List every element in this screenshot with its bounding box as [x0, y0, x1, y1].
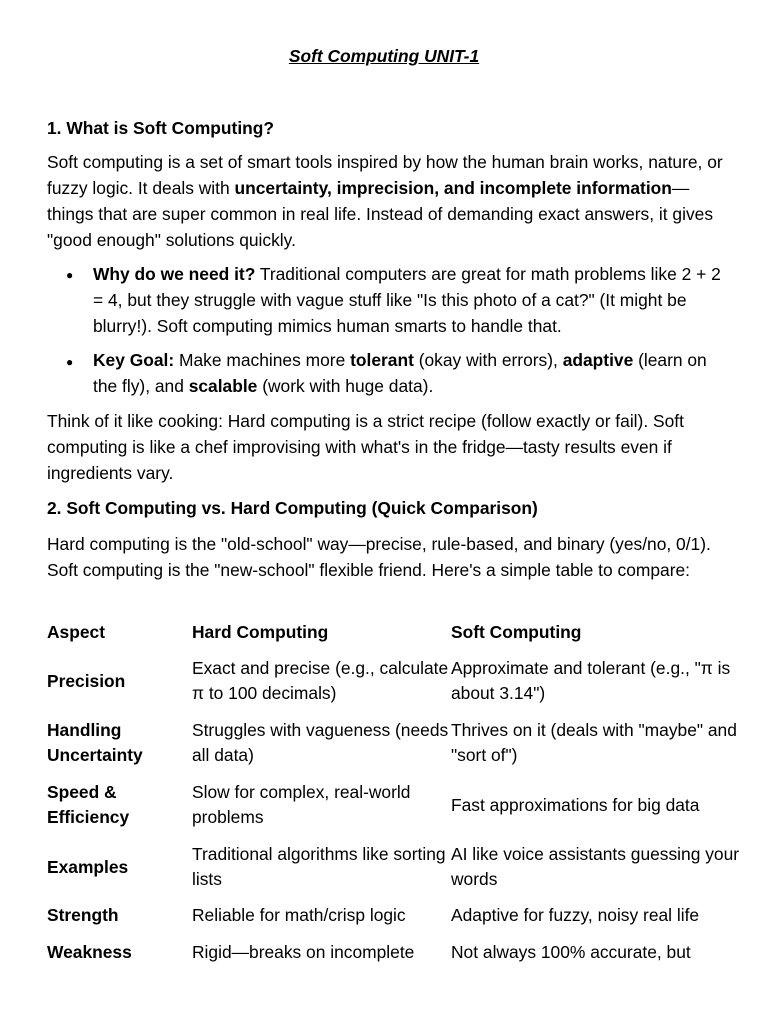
- table-row: [47, 842, 747, 892]
- table-header-cell: Aspect: [47, 622, 105, 642]
- table-cell-aspect: Weakness: [47, 942, 132, 962]
- bullet-label: Why do we need it?: [93, 264, 256, 284]
- table-header-cell: Soft Computing: [451, 622, 582, 642]
- section-1-heading: 1. What is Soft Computing?: [47, 118, 275, 138]
- bold-run: adaptive: [562, 350, 634, 370]
- table-row: [47, 940, 747, 965]
- bold-run: tolerant: [350, 350, 414, 370]
- text-run: Make machines more: [174, 350, 351, 370]
- bullet-text: Traditional computers are great for math problems like 2 + 2 = 4, but they struggle with vague stuff like "Is this photo of a cat?" (It might be blurry!). Soft computing mimics human smarts to handle that.: [93, 264, 721, 336]
- table-row: [47, 903, 747, 928]
- table-header-row: [47, 620, 747, 645]
- section-1-paragraph-2: Think of it like cooking: Hard computing is a strict recipe (follow exactly or fail). Soft computing is like a chef improvising with what's in the fridge—tasty results even if ingredients vary.: [47, 411, 684, 483]
- table-cell-soft: Thrives on it (deals with "maybe" and "sort of"): [451, 720, 737, 765]
- table-cell-hard: Reliable for math/crisp logic: [192, 905, 406, 925]
- text-run: (work with huge data).: [257, 376, 434, 396]
- table-cell-aspect: Speed & Efficiency: [47, 782, 130, 827]
- bullet-dot: ●: [66, 268, 74, 282]
- table-cell-aspect: Examples: [47, 856, 129, 877]
- table-cell-soft: Fast approximations for big data: [451, 794, 700, 815]
- table-cell-aspect: Handling Uncertainty: [47, 720, 143, 765]
- section-2-paragraph-1: Hard computing is the "old-school" way—precise, rule-based, and binary (yes/no, 0/1). Soft computing is the "new-school" flexible friend. Here's a simple table to compare:: [47, 534, 711, 580]
- bold-run: scalable: [188, 376, 258, 396]
- section-2-heading: 2. Soft Computing vs. Hard Computing (Quick Comparison): [47, 498, 538, 518]
- section-1-paragraph-1: [47, 149, 727, 253]
- table-row: [47, 656, 747, 706]
- table-cell-aspect: Precision: [47, 670, 126, 691]
- table-cell-hard: Traditional algorithms like sorting lists: [192, 844, 446, 889]
- text-run: —things that are super common in real life. Instead of demanding exact answers, it gives "good enough" solutions quickly.: [47, 178, 714, 250]
- table-cell-hard: Struggles with vagueness (needs all data): [192, 720, 449, 765]
- table-row: [47, 718, 747, 768]
- text-run: (learn on the fly), and: [93, 350, 707, 396]
- comparison-table: [47, 620, 747, 965]
- table-cell-hard: Exact and precise (e.g., calculate π to 100 decimals): [192, 658, 449, 703]
- document-title: Soft Computing UNIT-1: [288, 46, 480, 66]
- bold-run: uncertainty, imprecision, and incomplete information: [234, 178, 672, 198]
- bullet-label: Key Goal:: [93, 350, 175, 370]
- bullet-key-goal: [93, 347, 733, 399]
- table-row: [47, 780, 747, 830]
- table-cell-soft: Not always 100% accurate, but: [451, 942, 691, 962]
- table-cell-soft: Approximate and tolerant (e.g., "π is about 3.14"): [451, 658, 731, 703]
- table-cell-hard: Rigid—breaks on incomplete: [192, 942, 415, 962]
- table-cell-soft: Adaptive for fuzzy, noisy real life: [451, 905, 700, 925]
- table-cell-hard: Slow for complex, real-world problems: [192, 782, 411, 827]
- text-run: (okay with errors),: [413, 350, 563, 370]
- table-header-cell: Hard Computing: [192, 622, 329, 642]
- text-run: Soft computing is a set of smart tools inspired by how the human brain works, nature, or fuzzy logic. It deals with: [47, 152, 723, 198]
- table-cell-aspect: Strength: [47, 905, 119, 925]
- bullet-dot: ●: [66, 355, 74, 369]
- table-cell-soft: AI like voice assistants guessing your words: [451, 844, 740, 889]
- bullet-why-need: [93, 261, 733, 339]
